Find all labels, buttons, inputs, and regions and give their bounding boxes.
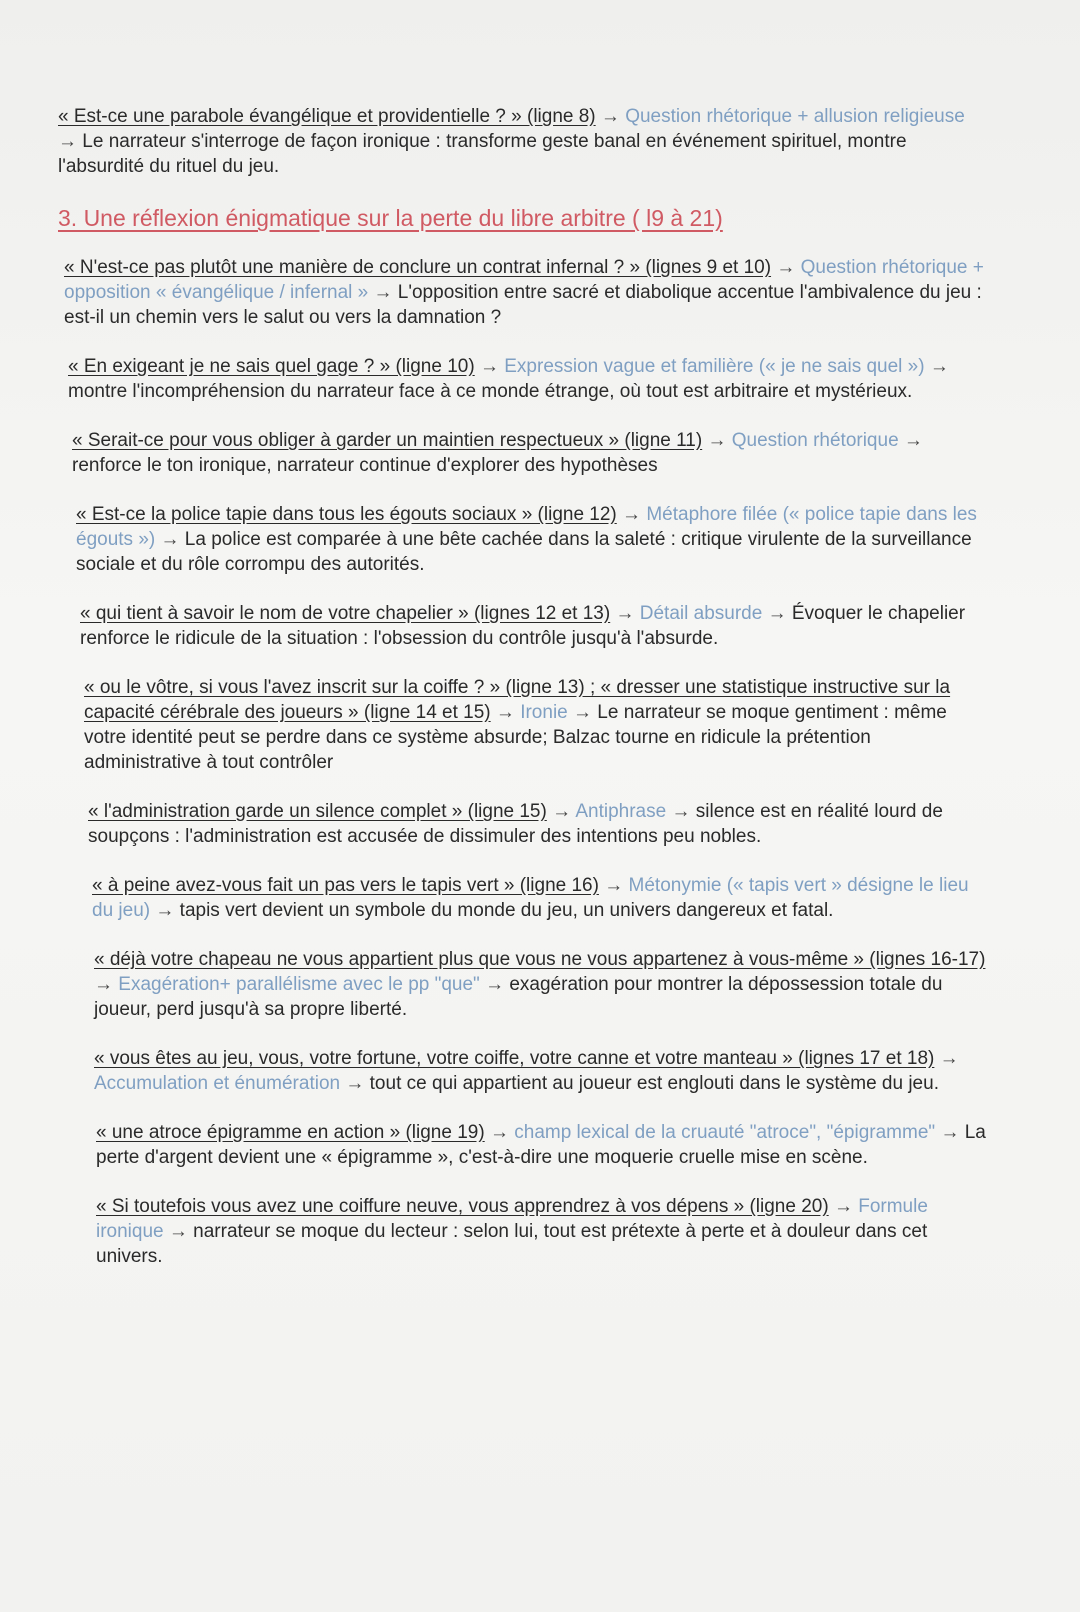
arrow-icon: → [903, 430, 923, 451]
arrow-icon: → [776, 257, 796, 278]
arrow-icon: → [622, 504, 642, 525]
arrow-icon: → [833, 1196, 853, 1217]
entry-analysis: La perte d'argent devient une « épigramme », c'est-à-dire une moquerie cruelle mise en scène. [96, 1122, 986, 1168]
arrow-icon: → [600, 106, 620, 127]
entry-quote: « Est-ce la police tapie dans tous les égouts sociaux » (ligne 12) [76, 504, 617, 525]
entry-device: Exagération+ parallélisme avec le pp "que" [118, 974, 480, 995]
list-item [96, 1194, 988, 1269]
entry-analysis: Le narrateur s'interroge de façon ironique : transforme geste banal en événement spirituel, montre l'absurdité du rituel du jeu. [58, 131, 907, 177]
entry-analysis: Le narrateur se moque gentiment : même votre identité peut se perdre dans ce système absurde; Balzac tourne en ridicule la prétention administrative à tout contrôler [84, 702, 947, 773]
list-item [64, 255, 988, 330]
arrow-icon: → [615, 603, 635, 624]
section-heading: 3. Une réflexion énigmatique sur la perte du libre arbitre ( l9 à 21) [58, 205, 723, 231]
notes-content [58, 104, 988, 1293]
entry-analysis: renforce le ton ironique, narrateur continue d'explorer des hypothèses [72, 455, 658, 476]
entry-device: Métaphore filée (« police tapie dans les égouts ») [76, 504, 977, 550]
arrow-icon: → [929, 356, 949, 377]
entry-device: Formule ironique [96, 1196, 928, 1242]
entry-analysis: exagération pour montrer la dépossession totale du joueur, perd jusqu'à sa propre liberté. [94, 974, 943, 1020]
list-item [94, 1046, 988, 1096]
arrow-icon: → [939, 1048, 959, 1069]
entry-analysis: silence est en réalité lourd de soupçons : l'administration est accusée de dissimuler des intentions peu nobles. [88, 801, 943, 847]
arrow-icon: → [707, 430, 727, 451]
entry-device: Détail absurde [639, 603, 763, 624]
arrow-icon: → [767, 603, 787, 624]
list-item [84, 675, 988, 775]
entry-analysis: narrateur se moque du lecteur : selon lui, tout est prétexte à perte et à douleur dans cet univers. [96, 1221, 928, 1267]
entry-device: Question rhétorique + allusion religieuse [625, 106, 965, 127]
list-item [68, 354, 988, 404]
entry-quote: « l'administration garde un silence complet » (ligne 15) [88, 801, 547, 822]
entry-analysis: La police est comparée à une bête cachée dans la saleté : critique virulente de la surveillance sociale et du rôle corrompu des autorités. [76, 529, 972, 575]
entry-device: Question rhétorique + opposition « évangélique / infernal » [64, 257, 984, 303]
entry-analysis: tout ce qui appartient au joueur est englouti dans le système du jeu. [369, 1073, 939, 1094]
list-item [96, 1120, 988, 1170]
entry-quote: « ou le vôtre, si vous l'avez inscrit sur la coiffe ? » (ligne 13) ; « dresser une statistique instructive sur la capacité cérébrale des joueurs » (ligne 14 et 15) [84, 677, 951, 723]
arrow-icon: → [495, 702, 515, 723]
arrow-icon: → [604, 875, 624, 896]
arrow-icon: → [573, 702, 593, 723]
list-item [80, 601, 988, 651]
entry-quote: « N'est-ce pas plutôt une manière de conclure un contrat infernal ? » (lignes 9 et 10) [64, 257, 772, 278]
entry-analysis: L'opposition entre sacré et diabolique accentue l'ambivalence du jeu : est-il un chemin vers le salut ou vers la damnation ? [64, 282, 982, 328]
entry-device: Antiphrase [575, 801, 667, 822]
list-item [92, 873, 988, 923]
arrow-icon: → [345, 1073, 365, 1094]
entry-quote: « En exigeant je ne sais quel gage ? » (ligne 10) [68, 356, 475, 377]
entry-quote: « Est-ce une parabole évangélique et providentielle ? » (ligne 8) [58, 106, 596, 127]
arrow-icon: → [155, 900, 175, 921]
list-item [72, 428, 988, 478]
list-item [94, 947, 988, 1022]
entry-quote: « une atroce épigramme en action » (ligne 19) [96, 1122, 485, 1143]
entry-device: Question rhétorique [731, 430, 899, 451]
entry-quote: « vous êtes au jeu, vous, votre fortune, votre coiffe, votre canne et votre manteau » (lignes 17 et 18) [94, 1048, 935, 1069]
entry-device: Expression vague et familière (« je ne sais quel ») [504, 356, 925, 377]
arrow-icon: → [479, 356, 499, 377]
arrow-icon: → [671, 801, 691, 822]
entry-analysis: Évoquer le chapelier renforce le ridicule de la situation : l'obsession du contrôle jusqu'à l'absurde. [80, 603, 966, 649]
entry-analysis: tapis vert devient un symbole du monde du jeu, un univers dangereux et fatal. [179, 900, 834, 921]
entry-device: champ lexical de la cruauté "atroce", "épigramme" [514, 1122, 936, 1143]
entry-device: Ironie [520, 702, 568, 723]
entry-quote: « à peine avez-vous fait un pas vers le tapis vert » (ligne 16) [92, 875, 599, 896]
arrow-icon: → [58, 131, 77, 152]
entry-quote: « déjà votre chapeau ne vous appartient plus que vous ne vous appartenez à vous-même » (lignes 16-17) [94, 949, 986, 970]
arrow-icon: → [168, 1221, 188, 1242]
arrow-icon: → [552, 801, 572, 822]
arrow-icon: → [94, 974, 113, 995]
arrow-icon: → [489, 1122, 509, 1143]
list-item [88, 799, 988, 849]
arrow-icon: → [160, 529, 180, 550]
entry-quote: « Serait-ce pour vous obliger à garder un maintien respectueux » (ligne 11) [72, 430, 703, 451]
entry-quote: « Si toutefois vous avez une coiffure neuve, vous apprendrez à vos dépens » (ligne 20) [96, 1196, 829, 1217]
entry-device: Accumulation et énumération [94, 1073, 341, 1094]
list-item [76, 502, 988, 577]
intro-entry [58, 104, 988, 179]
entry-device: Métonymie (« tapis vert » désigne le lieu du jeu) [92, 875, 969, 921]
arrow-icon: → [373, 282, 393, 303]
arrow-icon: → [940, 1122, 960, 1143]
arrow-icon: → [485, 974, 505, 995]
entry-analysis: montre l'incompréhension du narrateur face à ce monde étrange, où tout est arbitraire et mystérieux. [68, 381, 913, 402]
entry-quote: « qui tient à savoir le nom de votre chapelier » (lignes 12 et 13) [80, 603, 611, 624]
